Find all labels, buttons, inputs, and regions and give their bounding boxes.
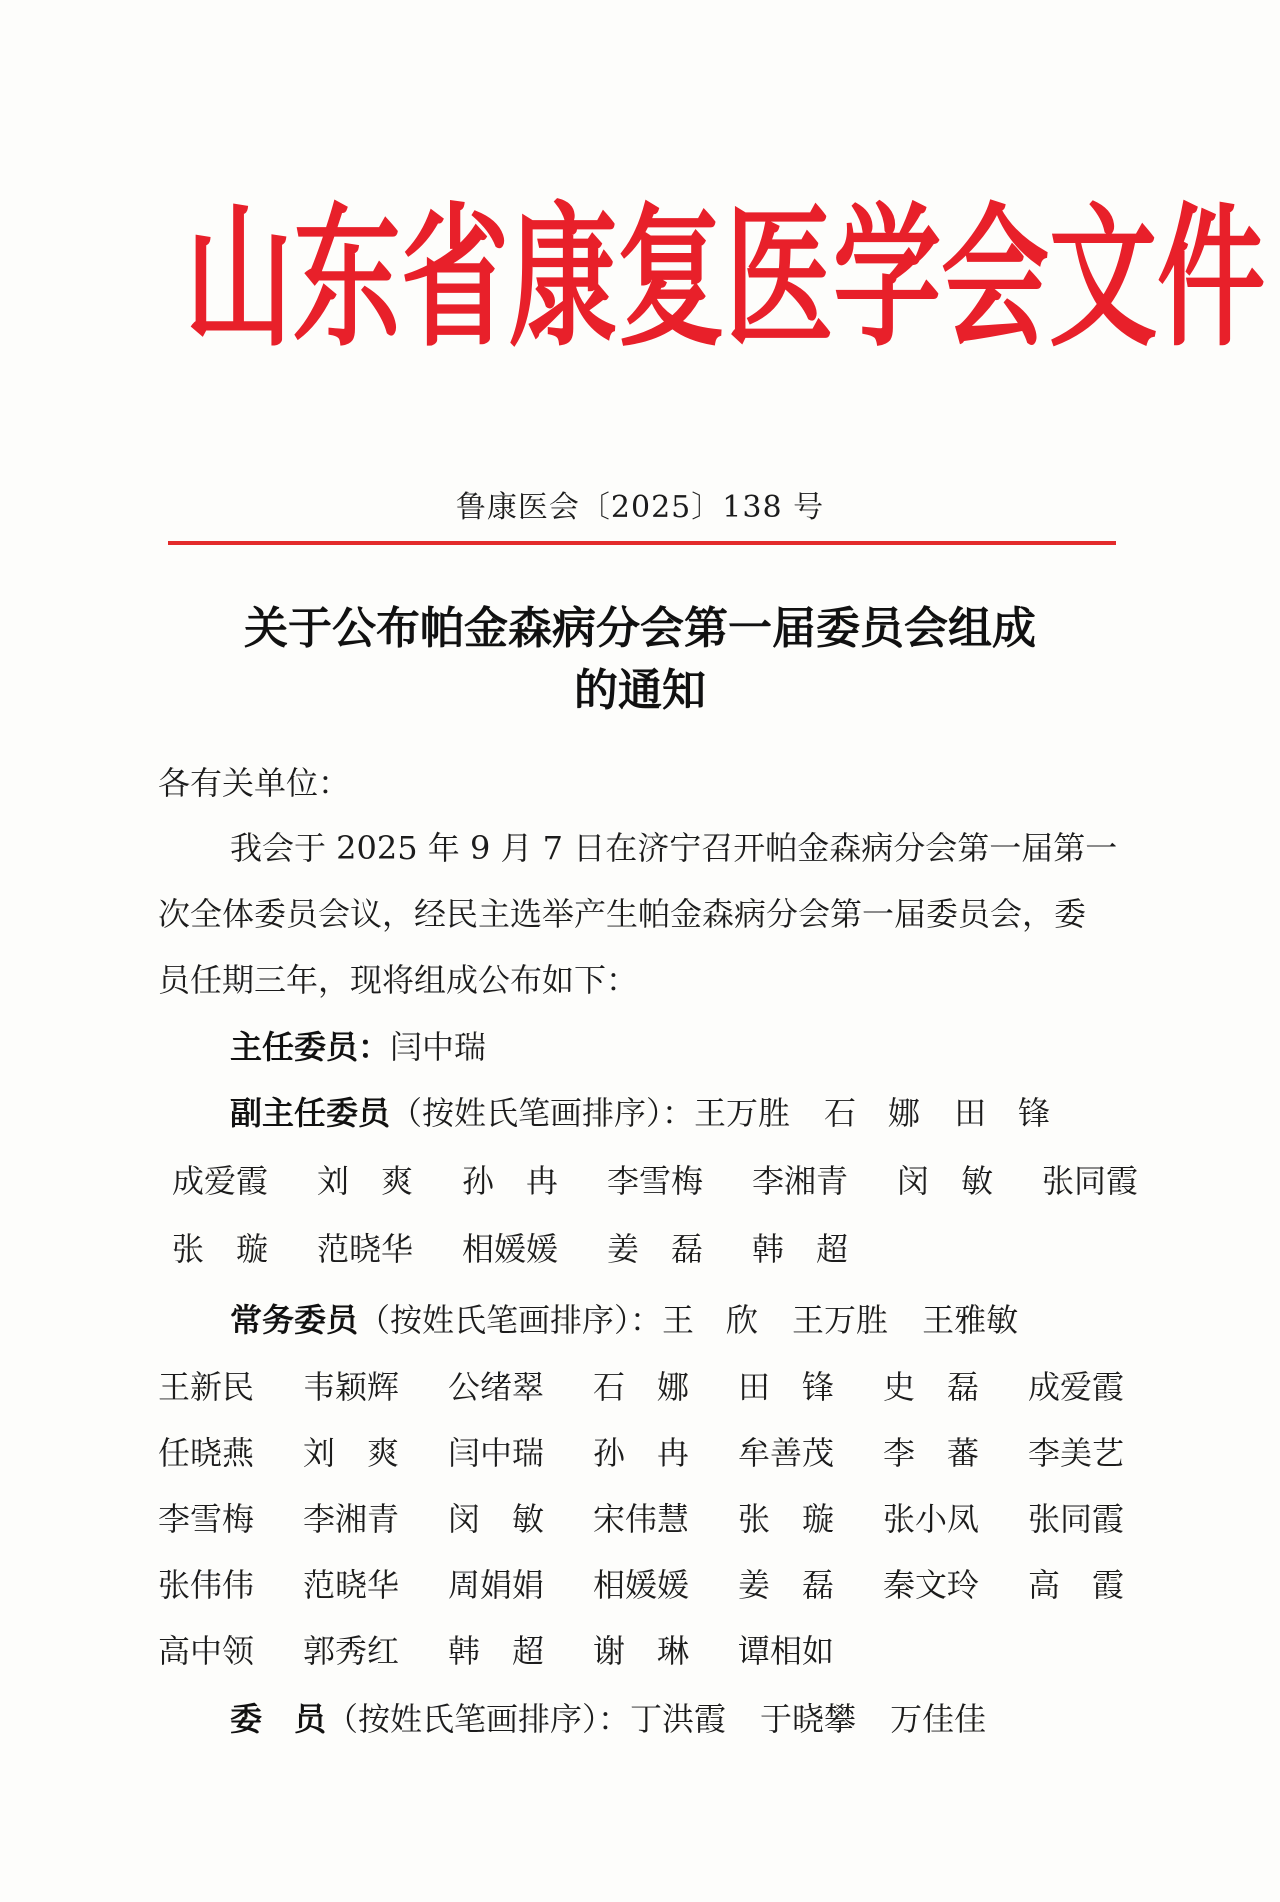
vice-chair-label: 副主任委员 <box>230 1094 391 1132</box>
person-name: 孙 冉 <box>462 1162 559 1200</box>
person-name: 相媛媛 <box>593 1566 690 1604</box>
person-name: 张同霞 <box>1028 1500 1125 1538</box>
person-name: 史 磊 <box>883 1368 980 1406</box>
person-name: 刘 爽 <box>303 1434 400 1472</box>
standing-member-note: （按姓氏笔画排序）： <box>358 1301 663 1339</box>
masthead-char: 省 <box>401 190 510 369</box>
member-heading <box>230 1694 1020 1740</box>
person-name: 牟善茂 <box>738 1434 835 1472</box>
person-name: 孙 冉 <box>593 1434 690 1472</box>
person-name: 公绪翠 <box>448 1368 545 1406</box>
person-name: 范晓华 <box>317 1230 414 1268</box>
standing-member-label: 常务委员 <box>230 1301 359 1339</box>
person-name: 李雪梅 <box>158 1500 255 1538</box>
person-name: 韩 超 <box>448 1632 545 1670</box>
person-name: 丁洪霞 <box>630 1700 727 1738</box>
person-name: 秦文玲 <box>883 1566 980 1604</box>
person-name: 谭相如 <box>738 1632 835 1670</box>
person-name: 万佳佳 <box>890 1700 987 1738</box>
masthead-char: 会 <box>941 190 1050 369</box>
person-name: 闵 敏 <box>897 1162 994 1200</box>
person-name: 宋伟慧 <box>593 1500 690 1538</box>
masthead-char: 山 <box>185 190 294 369</box>
masthead-char: 件 <box>1157 190 1266 369</box>
body-paragraph <box>158 815 1168 1013</box>
person-name: 李雪梅 <box>607 1162 704 1200</box>
masthead-char: 东 <box>293 190 402 369</box>
person-name: 韩 超 <box>752 1230 849 1268</box>
member-note: （按姓氏笔画排序）： <box>326 1700 631 1738</box>
person-name: 王 欣 <box>662 1301 759 1339</box>
person-name: 王万胜 <box>792 1301 889 1339</box>
member-first-names <box>630 1700 1020 1738</box>
person-name: 闫中瑞 <box>448 1434 545 1472</box>
person-name: 张伟伟 <box>158 1566 255 1604</box>
standing-member-names-row <box>158 1560 1173 1606</box>
person-name: 范晓华 <box>303 1566 400 1604</box>
person-name: 李湘青 <box>752 1162 849 1200</box>
title-line-1: 关于公布帕金森病分会第一届委员会组成 <box>244 603 1036 654</box>
person-name: 李美艺 <box>1028 1434 1125 1472</box>
person-name: 任晓燕 <box>158 1434 255 1472</box>
person-name: 王新民 <box>158 1368 255 1406</box>
person-name: 石 娜 <box>824 1094 921 1132</box>
person-name: 姜 磊 <box>607 1230 704 1268</box>
chair-label: 主任委员： <box>230 1028 391 1066</box>
salutation: 各有关单位： <box>158 764 351 802</box>
vice-chair-first-names <box>694 1094 1084 1132</box>
member-label: 委 员 <box>230 1700 327 1738</box>
person-name: 张同霞 <box>1042 1162 1139 1200</box>
standing-member-names-row <box>158 1626 883 1672</box>
masthead-char: 康 <box>509 190 618 369</box>
person-name: 成爱霞 <box>172 1162 269 1200</box>
person-name: 刘 爽 <box>317 1162 414 1200</box>
person-name: 张 璇 <box>738 1500 835 1538</box>
masthead-char: 医 <box>725 190 834 369</box>
person-name: 张小凤 <box>883 1500 980 1538</box>
title-line-2: 的通知 <box>574 665 706 716</box>
person-name: 石 娜 <box>593 1368 690 1406</box>
standing-member-names-row <box>158 1362 1173 1408</box>
vice-chair-note: （按姓氏笔画排序）： <box>390 1094 695 1132</box>
standing-member-heading <box>230 1295 1052 1341</box>
person-name: 张 璇 <box>172 1230 269 1268</box>
person-name: 郭秀红 <box>303 1632 400 1670</box>
body-line: 次全体委员会议，经民主选举产生帕金森病分会第一届委员会，委 <box>158 895 1087 933</box>
person-name: 李湘青 <box>303 1500 400 1538</box>
person-name: 高 霞 <box>1028 1566 1125 1604</box>
masthead-char: 文 <box>1049 190 1158 369</box>
body-line: 我会于 2025 年 9 月 7 日在济宁召开帕金森病分会第一届第一 <box>230 829 1118 867</box>
masthead-char: 学 <box>833 190 942 369</box>
person-name: 田 锋 <box>954 1094 1051 1132</box>
person-name: 田 锋 <box>738 1368 835 1406</box>
person-name: 成爱霞 <box>1028 1368 1125 1406</box>
person-name: 谢 琳 <box>593 1632 690 1670</box>
person-name: 韦颖辉 <box>303 1368 400 1406</box>
chair-name: 闫中瑞 <box>390 1028 487 1066</box>
document-number: 鲁康医会〔2025〕138 号 <box>455 490 825 525</box>
person-name: 高中领 <box>158 1632 255 1670</box>
masthead <box>185 190 1266 369</box>
person-name: 于晓攀 <box>760 1700 857 1738</box>
chair-line <box>230 1022 486 1068</box>
standing-member-names-row <box>158 1494 1173 1540</box>
body-line: 员任期三年，现将组成公布如下： <box>158 961 639 999</box>
person-name: 姜 磊 <box>738 1566 835 1604</box>
person-name: 闵 敏 <box>448 1500 545 1538</box>
masthead-char: 复 <box>617 190 726 369</box>
standing-member-first-names <box>662 1301 1052 1339</box>
red-divider-line <box>168 541 1116 545</box>
vice-chair-names-row <box>172 1156 1187 1202</box>
person-name: 李 蕃 <box>883 1434 980 1472</box>
person-name: 周娟娟 <box>448 1566 545 1604</box>
person-name: 相媛媛 <box>462 1230 559 1268</box>
notice-title <box>0 598 1280 722</box>
vice-chair-heading <box>230 1088 1084 1134</box>
person-name: 王雅敏 <box>922 1301 1019 1339</box>
person-name: 王万胜 <box>694 1094 791 1132</box>
standing-member-names-row <box>158 1428 1173 1474</box>
vice-chair-names-row <box>172 1224 897 1270</box>
